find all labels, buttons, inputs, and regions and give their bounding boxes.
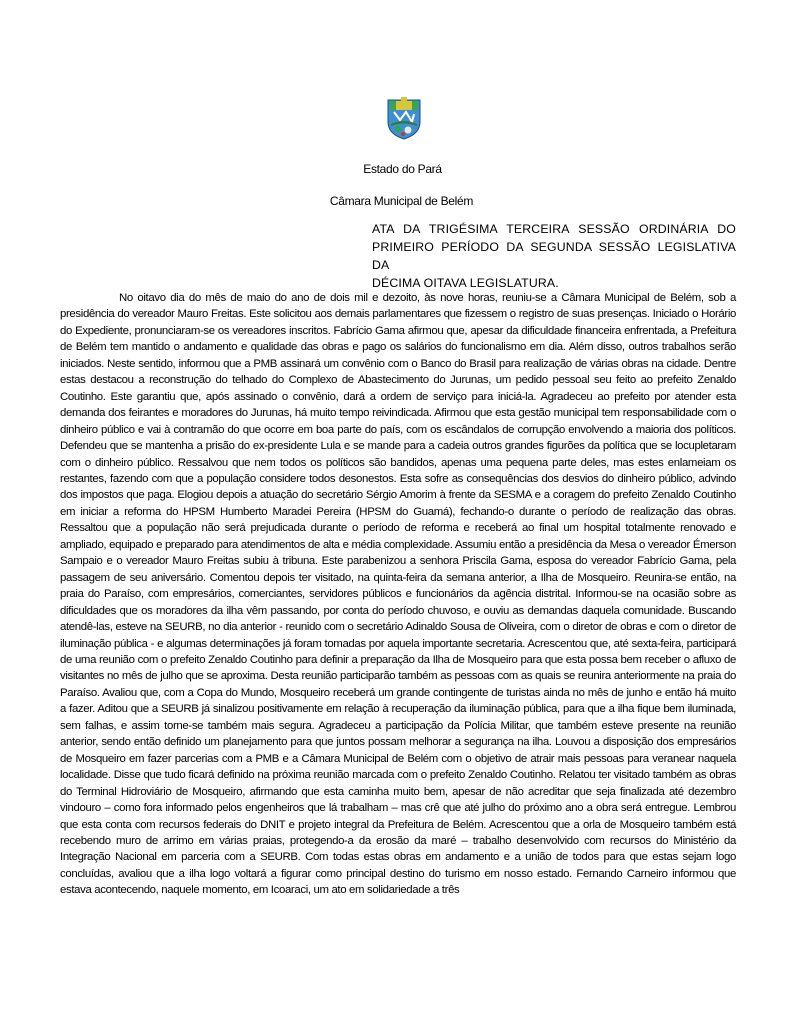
coat-of-arms-icon <box>386 96 422 140</box>
chamber-name: Câmara Municipal de Belém <box>329 194 474 208</box>
title-line-2: PRIMEIRO PERÍODO DA SEGUNDA SESSÃO LEGISLATIVA DA <box>372 240 736 272</box>
title-line-3: DÉCIMA OITAVA LEGISLATURA. <box>372 276 559 290</box>
document-title <box>372 220 736 292</box>
state-name: Estado do Pará <box>363 162 442 176</box>
title-line-1: ATA DA TRIGÉSIMA TERCEIRA SESSÃO ORDINÁRIA DO <box>372 222 736 236</box>
minutes-body-paragraph: No oitavo dia do mês de maio do ano de dois mil e dezoito, às nove horas, reuniu-se a Câmara Municipal de Belém, sob a presidência do vereador Mauro Freitas. Este solicitou aos demais parlamentares que fizessem o registro de suas presenças. Iniciado o Horário do Expediente, pronunciaram-se os vereadores inscritos. Fabrício Gama afirmou que, apesar da dificuldade financeira enfrentada, a Prefeitura de Belém tem mantido o andamento e qualidade das obras e pago os salários do funcionalismo em dia. Além disso, outros trabalhos serão iniciados. Neste sentido, informou que a PMB assinará um convênio com o Banco do Brasil para realização de várias obras na cidade. Dentre estas destacou a reconstrução do telhado do Complexo de Abastecimento do Jurunas, um pedido pessoal seu feito ao prefeito Zenaldo Coutinho. Este garantiu que, após assinado o convênio, dará a ordem de serviço para iniciá-la. Agradeceu ao prefeito por atender esta demanda dos feirantes e moradores do Jurunas, há muito tempo reivindicada. Afirmou que esta gestão municipal tem responsabilidade com o dinheiro público e vai à contramão do que ocorre em boa parte do país, com os escândalos de corrupção envolvendo a maioria dos políticos. Defendeu que se mantenha a prisão do ex-presidente Lula e se mande para a cadeia outros grandes figurões da política que se locupletaram com o dinheiro público. Ressalvou que nem todos os políticos são bandidos, apenas uma pequena parte deles, mas estes enlameiam os restantes, fazendo com que a população considere todos desonestos. Esta sofre as consequências dos desvios do dinheiro público, advindo dos impostos que paga. Elogiou depois a atuação do secretário Sérgio Amorim à frente da SESMA e a coragem do prefeito Zenaldo Coutinho em iniciar a reforma do HPSM Humberto Maradei Pereira (HPSM do Guamá), fechando-o durante o período de realização das obras. Ressaltou que a população não será prejudicada durante o período de reforma e receberá ao final um hospital totalmente renovado e ampliado, equipado e preparado para atendimentos de alta e média complexidade. Assumiu então a presidência da Mesa o vereador Émerson Sampaio e o vereador Mauro Freitas subiu à tribuna. Este parabenizou a senhora Priscila Gama, esposa do vereador Fabrício Gama, pela passagem de seu aniversário. Comentou depois ter visitado, na quinta-feira da semana anterior, a Ilha de Mosqueiro. Reunira-se então, na praia do Paraíso, com empresários, comerciantes, servidores públicos e funcionários da agência distrital. Informou-se na ocasião sobre as dificuldades que os moradores da ilha vêm passando, por conta do período chuvoso, e ouviu as demandas daquela comunidade. Buscando atendê-las, esteve na SEURB, no dia anterior - reunido com o secretário Adinaldo Sousa de Oliveira, com o diretor de obras e com o diretor de iluminação pública - e algumas determinações já foram tomadas por aquela importante secretaria. Acrescentou que, até sexta-feira, participará de uma reunião com o prefeito Zenaldo Coutinho para definir a preparação da Ilha de Mosqueiro para que esta possa bem receber o afluxo de visitantes no mês de julho que se aproxima. Desta reunião participarão também as pessoas com as quais se reunira anteriormente na praia do Paraíso. Avaliou que, com a Copa do Mundo, Mosqueiro receberá um grande contingente de turistas ainda no mês de junho e então há muito a fazer. Aditou que a SEURB já sinalizou positivamente em relação à recuperação da iluminação pública, para que a ilha fique bem iluminada, sem falhas, e assim torne-se também mais segura. Agradeceu a participação da Polícia Militar, que também esteve presente na reunião anterior, sendo então definido um planejamento para que juntos possam melhorar a segurança na ilha. Louvou a disposição dos empresários de Mosqueiro em fazer parcerias com a PMB e a Câmara Municipal de Belém com o objetivo de atrair mais pessoas para veranear naquela localidade. Disse que tudo ficará definido na próxima reunião marcada com o prefeito Zenaldo Coutinho. Relatou ter visitado também as obras do Terminal Hidroviário de Mosqueiro, afirmando que esta caminha muito bem, apesar de não acreditar que seja finalizada até dezembro vindouro – como fora informado pelos engenheiros que lá trabalham – mas crê que até julho do próximo ano a obra será entregue. Lembrou que esta conta com recursos federais do DNIT e projeto integral da Prefeitura de Belém. Acrescentou que a orla de Mosqueiro também está recebendo muro de arrimo em várias praias, protegendo-a da erosão da maré – trabalho desenvolvido com recursos do Ministério da Integração Nacional em parceria com a SEURB. Com todas estas obras em andamento e a união de todos para que estas sejam logo concluídas, avaliou que a ilha logo voltará a figurar como principal destino do turismo em nosso estado. Fernando Carneiro informou que estava acontecendo, naquele momento, em Icoaraci, um ato em solidariedade a três <box>60 292 736 897</box>
